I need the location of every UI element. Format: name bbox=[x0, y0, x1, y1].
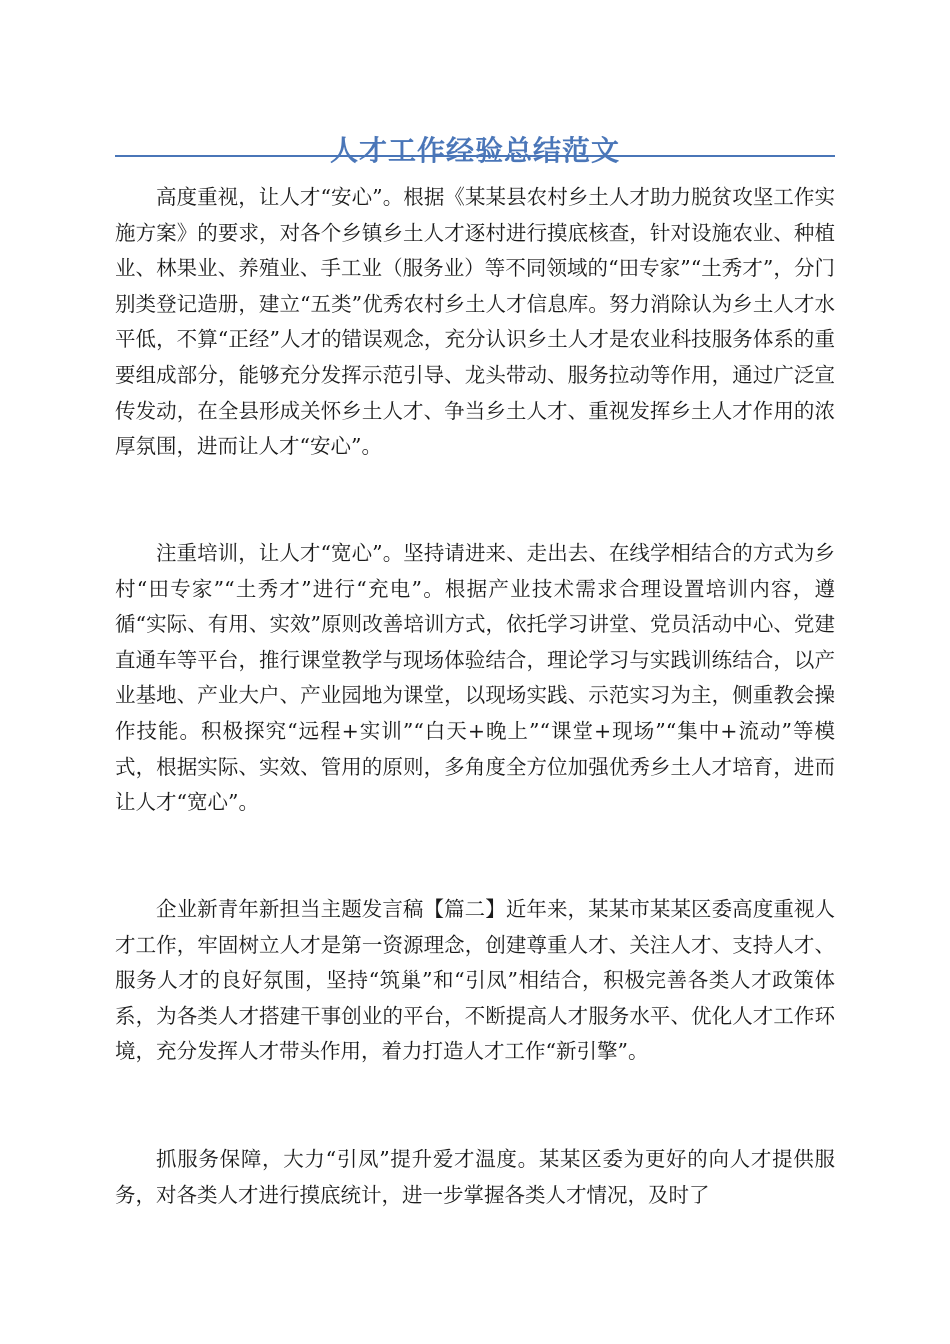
paragraph-2: 注重培训，让人才“宽心”。坚持请进来、走出去、在线学相结合的方式为乡村“田专家”“土秀才”进行“充电”。根据产业技术需求合理设置培训内容，遵循“实际、有用、实效”原则改善培训方式，依托学习讲堂、党员活动中心、党建直通车等平台，推行课堂教学与现场体验结合，理论学习与实践训练结合，以产业基地、产业大户、产业园地为课堂，以现场实践、示范实习为主，侧重教会操作技能。积极探究“远程+实训”“白天+晚上”“课堂+现场”“集中+流动”等模式，根据实际、实效、管用的原则，多角度全方位加强优秀乡土人才培育，进而让人才“宽心”。 bbox=[115, 541, 835, 815]
title-underline bbox=[115, 155, 835, 157]
paragraph-1: 高度重视，让人才“安心”。根据《某某县农村乡土人才助力脱贫攻坚工作实施方案》的要求，对各个乡镇乡土人才逐村进行摸底核查，针对设施农业、种植业、林果业、养殖业、手工业（服务业）等不同领域的“田专家”“土秀才”，分门别类登记造册，建立“五类”优秀农村乡土人才信息库。努力消除认为乡土人才水平低，不算“正经”人才的错误观念，充分认识乡土人才是农业科技服务体系的重要组成部分，能够充分发挥示范引导、龙头带动、服务拉动等作用，通过广泛宣传发动，在全县形成关怀乡土人才、争当乡土人才、重视发挥乡土人才作用的浓厚氛围，进而让人才“安心”。 bbox=[115, 185, 835, 459]
document-title: 人才工作经验总结范文 bbox=[329, 133, 620, 167]
paragraph-4: 抓服务保障，大力“引凤”提升爱才温度。某某区委为更好的向人才提供服务，对各类人才进行摸底统计，进一步掌握各类人才情况，及时了 bbox=[115, 1147, 835, 1207]
paragraph-3: 企业新青年新担当主题发言稿【篇二】近年来，某某市某某区委高度重视人才工作，牢固树立人才是第一资源理念，创建尊重人才、关注人才、支持人才、服务人才的良好氛围，坚持“筑巢”和“引凤”相结合，积极完善各类人才政策体系，为各类人才搭建干事创业的平台，不断提高人才服务水平、优化人才工作环境，充分发挥人才带头作用，着力打造人才工作“新引擎”。 bbox=[115, 897, 835, 1064]
